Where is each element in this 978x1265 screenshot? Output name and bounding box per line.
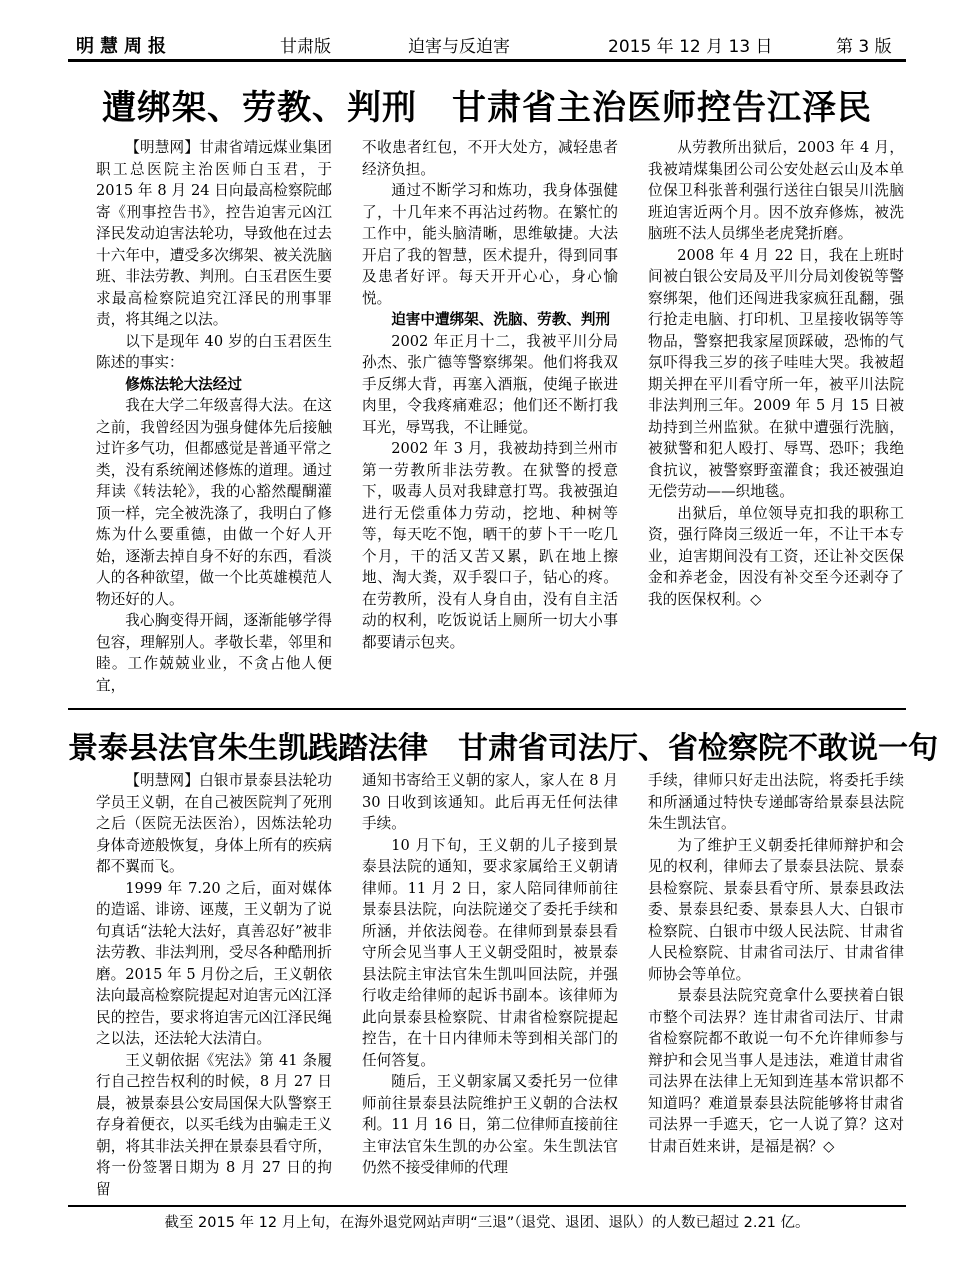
subheading: 修炼法轮大法经过	[125, 375, 242, 393]
subheading: 迫害中遭绑架、洗脑、劳教、判刑	[391, 311, 611, 328]
paragraph: 景泰县法院究竟拿什么要挟着白银市整个司法界？连甘肃省司法厅、甘肃省检察院都不敢说一句不允许律师参与辩护和会见当事人是违法，难道甘肃省司法界在法律上无知到连基本常识都不知道吗？难道景泰县法院能够将甘肃省司法界一手遮天，它一人说了算？这对甘肃百姓来讲，是福是祸？◇	[648, 987, 904, 1155]
article2-column-3	[648, 770, 904, 1200]
masthead-rule	[68, 59, 906, 62]
article2-column-1	[96, 770, 332, 1200]
paragraph: 2008 年 4 月 22 日，我在上班时间被白银公安局及平川分局刘俊锐等警察绑架，他们还闯进我家疯狂乱翻，强行抢走电脑、打印机、卫星接收锅等等物品，警察把我家屋顶踩破，恐怖的气氛吓得我三岁的孩子哇哇大哭。我被超期关押在平川看守所一年，被平川法院非法判刑三年。2009 年 5 月 15 日被劫持到兰州监狱。在狱中遭强行洗脑，被狱警和犯人殴打、辱骂、恐吓；我绝食抗议，被警察野蛮灌食；我还被强迫无偿劳动——织地毯。	[648, 246, 904, 500]
paragraph: 为了维护王义朝委托律师辩护和会见的权利，律师去了景泰县法院、景泰县检察院、景泰县看守所、景泰县政法委、景泰县纪委、景泰县人大、白银市检察院、白银市中级人民法院、甘肃省人民检察院、甘肃省司法厅、甘肃省律师协会等单位。	[648, 836, 904, 983]
paragraph: 我在大学二年级喜得大法。在这之前，我曾经因为强身健体先后接触过许多气功，但都感觉是普通平常之类，没有系统阐述修炼的道理。通过拜读《转法轮》，我的心豁然醍醐灌顶一样，完全被洗涤了，我明白了修炼为什么要重德，由做一个好人开始，逐渐去掉自身不好的东西，看淡人的各种欲望，做一个比英雄模范人物还好的人。	[96, 397, 332, 608]
article-divider	[68, 708, 906, 710]
paragraph: 【明慧网】白银市景泰县法轮功学员王义朝，在自己被医院判了死刑之后（医院无法医治），因炼法轮功身体奇迹般恢复，身体上所有的疾病都不翼而飞。	[96, 772, 332, 875]
paragraph: 不收患者红包，不开大处方，减轻患者经济负担。	[362, 139, 618, 178]
issue-date: 2015 年 12 月 13 日	[608, 37, 773, 57]
paragraph: 通知书寄给王义朝的家人，家人在 8 月 30 日收到该通知。此后再无任何法律手续。	[362, 772, 618, 832]
paragraph: 【明慧网】甘肃省靖远煤业集团职工总医院主治医师白玉君，于 2015 年 8 月 24 日向最高检察院邮寄《刑事控告书》，控告迫害元凶江泽民发动迫害法轮功，导致他在过去十六年中，遭受多次绑架、被关洗脑班、非法劳教、判刑。白玉君医生要求最高检察院追究江泽民的刑事罪责，将其绳之以法。	[96, 139, 332, 328]
footer-rule	[68, 1205, 906, 1207]
article1-column-1	[96, 137, 332, 703]
paper-name: 明慧周报	[76, 36, 172, 57]
edition-label: 甘肃版	[280, 37, 331, 57]
article1-title: 遭绑架、劳教、判刑 甘肃省主治医师控告江泽民	[102, 88, 872, 128]
paragraph: 手续，律师只好走出法院，将委托手续和所涵通过特快专递邮寄给景泰县法院朱生凯法官。	[648, 772, 904, 832]
paragraph: 从劳教所出狱后，2003 年 4 月，我被靖煤集团公司公安处赵云山及本单位保卫科张普利强行送往白银吴川洗脑班迫害近两个月。因不放弃修炼，被洗脑班不法人员绑坐老虎凳折磨。	[648, 139, 904, 242]
paragraph: 以下是现年 40 岁的白玉君医生陈述的事实：	[96, 332, 332, 371]
paragraph: 我心胸变得开阔，逐渐能够学得包容，理解别人。孝敬长辈，邻里和睦。工作兢兢业业，不贪占他人便宜，	[96, 612, 332, 694]
article2-title: 景泰县法官朱生凯践踏法律 甘肃省司法厅、省检察院不敢说一句	[68, 731, 938, 766]
paragraph: 王义朝依据《宪法》第 41 条履行自己控告权利的时候，8 月 27 日晨，被景泰县公安局国保大队警察王存身着便衣，以买毛线为由骗走王义朝，将其非法关押在景泰县看守所，将一份签署日期为 8 月 27 日的拘留	[96, 1051, 332, 1198]
page-number: 第 3 版	[836, 37, 892, 57]
paragraph: 2002 年正月十二，我被平川分局孙杰、张广德等警察绑架。他们将我双手反绑大背，再塞入酒瓶，使绳子嵌进肉里，令我疼痛难忍；他们还不断打我耳光，辱骂我，不让睡觉。	[362, 332, 618, 436]
paragraph: 出狱后，单位领导克扣我的职称工资，强行降岗三级近一年，不让干本专业，迫害期间没有工资，还让补交医保金和养老金，因没有补交至今还剥夺了我的医保权利。◇	[648, 504, 904, 608]
article1-column-3	[648, 137, 904, 703]
paragraph: 10 月下旬，王义朝的儿子接到景泰县法院的通知，要求家属给王义朝请律师。11 月 2 日，家人陪同律师前往景泰县法院，向法院递交了委托手续和所涵，并依法阅卷。在律师到景泰县看守所会见当事人王义朝受阻时，被景泰县法院主审法官朱生凯叫回法院，并强行收走给律师的起诉书副本。该律师为此向景泰县检察院、甘肃省检察院提起控告，在十日内律师未等到相关部门的任何答复。	[362, 836, 618, 1069]
footer-notice: 截至 2015 年 12 月上旬，在海外退党网站声明“三退”（退党、退团、退队）的人数已超过 2.21 亿。	[164, 1215, 810, 1231]
article1-column-2	[362, 137, 618, 703]
paragraph: 通过不断学习和炼功，我身体强健了，十几年来不再沾过药物。在繁忙的工作中，能头脑清晰，思维敏捷。大法开启了我的智慧，医术提升，得到同事及患者好评。每天开开心心，身心愉悦。	[362, 182, 618, 307]
article2-column-2	[362, 770, 618, 1200]
paragraph: 随后，王义朝家属又委托另一位律师前往景泰县法院维护王义朝的合法权利。11 月 16 日，第二位律师直接前往主审法官朱生凯的办公室。朱生凯法官仍然不接受律师的代理	[362, 1073, 618, 1176]
paragraph: 2002 年 3 月，我被劫持到兰州市第一劳教所非法劳教。在狱警的授意下，吸毒人员对我肆意打骂。我被强迫进行无偿重体力劳动，挖地、种树等等，每天吃不饱，晒干的萝卜干一吃几个月，干的活又苦又累，趴在地上擦地、淘大粪，双手裂口子，钻心的疼。在劳教所，没有人身自由，没有自主活动的权利，吃饭说话上厕所一切大小事都要请示包夹。	[362, 440, 618, 651]
section-label: 迫害与反迫害	[408, 37, 510, 57]
paragraph: 1999 年 7.20 之后，面对媒体的造谣、诽谤、诬蔑，王义朝为了说句真话“法轮大法好，真善忍好”被非法劳教、非法判刑，受尽各种酷刑折磨。2015 年 5 月份之后，王义朝依法向最高检察院提起对迫害元凶江泽民的控告，要求将迫害元凶江泽民绳之以法，还法轮大法清白。	[96, 879, 332, 1047]
masthead	[68, 30, 906, 56]
